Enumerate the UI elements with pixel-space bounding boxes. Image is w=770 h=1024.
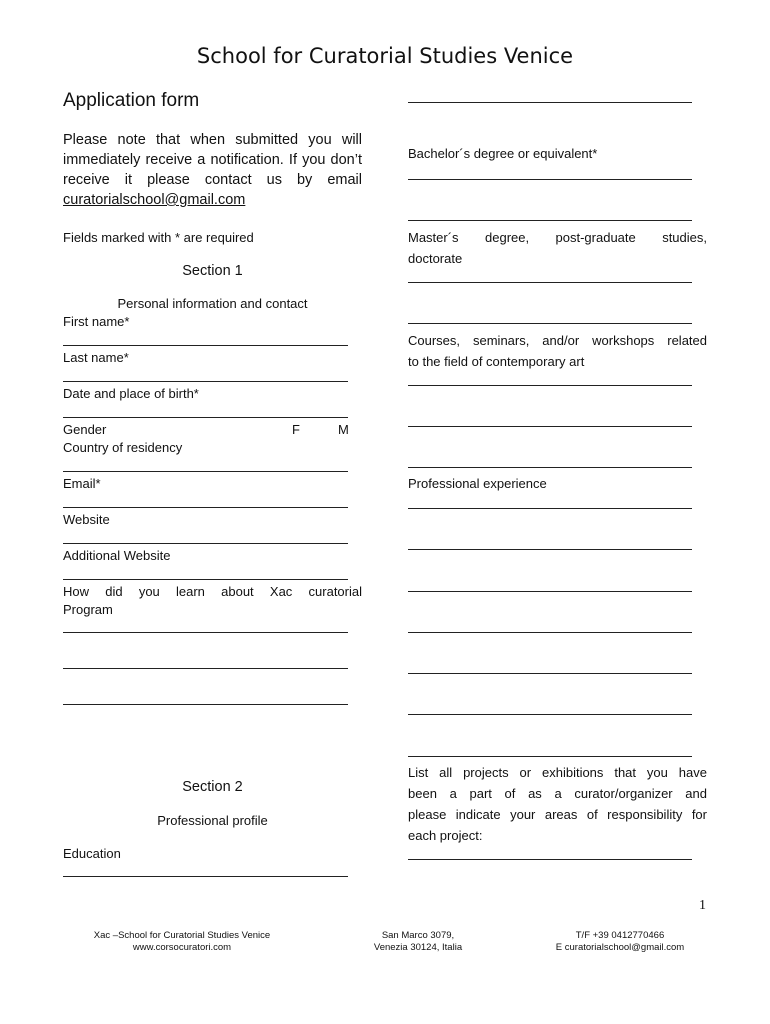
master-line1: Master´s degree, post-graduate studies, — [408, 230, 707, 245]
projects-line4: each project: — [408, 828, 483, 843]
birth-label: Date and place of birth* — [63, 386, 199, 401]
required-note: Fields marked with * are required — [63, 230, 254, 245]
experience-field-2[interactable] — [408, 549, 692, 550]
footer-website[interactable]: www.corsocuratori.com — [132, 942, 232, 953]
master-line2: doctorate — [408, 251, 463, 266]
projects-label — [408, 762, 707, 846]
email-field[interactable] — [63, 507, 348, 508]
education-field[interactable] — [63, 876, 348, 877]
birth-field[interactable] — [63, 417, 348, 418]
section1-heading: Section 1 — [182, 263, 243, 279]
gender-option-f[interactable]: F — [292, 422, 300, 437]
bachelor-field-2[interactable] — [408, 220, 692, 221]
learn-about-label — [63, 583, 362, 619]
experience-field-1[interactable] — [408, 508, 692, 509]
country-field[interactable] — [63, 471, 348, 472]
education-label: Education — [63, 846, 121, 861]
courses-field-2[interactable] — [408, 426, 692, 427]
learn-about-field-3[interactable] — [63, 704, 348, 705]
note-email-link[interactable]: curatorialschool@gmail.com — [63, 192, 246, 208]
gender-label: Gender — [63, 422, 107, 437]
bachelor-label: Bachelor´s degree or equivalent* — [408, 146, 598, 161]
projects-line3: please indicate your areas of responsibility for — [408, 807, 707, 822]
courses-line2: to the field of contemporary art — [408, 354, 585, 369]
footer-school — [62, 930, 302, 954]
footer-address-line1: San Marco 3079, — [381, 930, 455, 941]
learn-about-field-1[interactable] — [63, 632, 348, 633]
email-label: Email* — [63, 476, 101, 491]
gender-option-m[interactable]: M — [338, 422, 349, 437]
experience-field-7[interactable] — [408, 756, 692, 757]
experience-field-4[interactable] — [408, 632, 692, 633]
first-name-field[interactable] — [63, 345, 348, 346]
page-title: School for Curatorial Studies Venice — [196, 44, 574, 68]
learn-about-field-2[interactable] — [63, 668, 348, 669]
section2-subheading: Professional profile — [157, 813, 268, 828]
website-label: Website — [63, 512, 110, 527]
courses-field-3[interactable] — [408, 467, 692, 468]
projects-line2: been a part of as a curator/organizer and — [408, 786, 707, 801]
master-field-2[interactable] — [408, 323, 692, 324]
experience-field-3[interactable] — [408, 591, 692, 592]
learn-about-line1: How did you learn about Xac curatorial — [63, 584, 362, 599]
footer-contact — [530, 930, 710, 954]
footer-email[interactable]: E curatorialschool@gmail.com — [555, 942, 685, 953]
footer-address-line2: Venezia 30124, Italia — [373, 942, 463, 953]
notification-note — [63, 130, 362, 210]
page-number: 1 — [699, 898, 706, 913]
footer-address — [338, 930, 498, 954]
courses-field-1[interactable] — [408, 385, 692, 386]
master-label — [408, 227, 707, 269]
additional-website-field[interactable] — [63, 579, 348, 580]
courses-line1: Courses, seminars, and/or workshops related — [408, 333, 707, 348]
footer-school-name: Xac –School for Curatorial Studies Venice — [93, 930, 271, 941]
master-field-1[interactable] — [408, 282, 692, 283]
experience-label: Professional experience — [408, 476, 547, 491]
form-title: Application form — [63, 90, 200, 111]
country-label: Country of residency — [63, 440, 183, 455]
last-name-label: Last name* — [63, 350, 129, 365]
first-name-label: First name* — [63, 314, 130, 329]
learn-about-line2: Program — [63, 602, 113, 617]
additional-website-label: Additional Website — [63, 548, 171, 563]
section2-heading: Section 2 — [182, 779, 243, 795]
experience-field-5[interactable] — [408, 673, 692, 674]
right-field-1[interactable] — [408, 102, 692, 103]
note-text: Please note that when submitted you will immediately receive a notification. If you don’t receive it please contact us by email — [63, 132, 362, 188]
last-name-field[interactable] — [63, 381, 348, 382]
section1-subheading: Personal information and contact — [117, 296, 308, 311]
courses-label — [408, 330, 707, 372]
bachelor-field-1[interactable] — [408, 179, 692, 180]
footer-phone: T/F +39 0412770466 — [575, 930, 665, 941]
experience-field-6[interactable] — [408, 714, 692, 715]
projects-line1: List all projects or exhibitions that you have — [408, 765, 707, 780]
projects-field-1[interactable] — [408, 859, 692, 860]
website-field[interactable] — [63, 543, 348, 544]
